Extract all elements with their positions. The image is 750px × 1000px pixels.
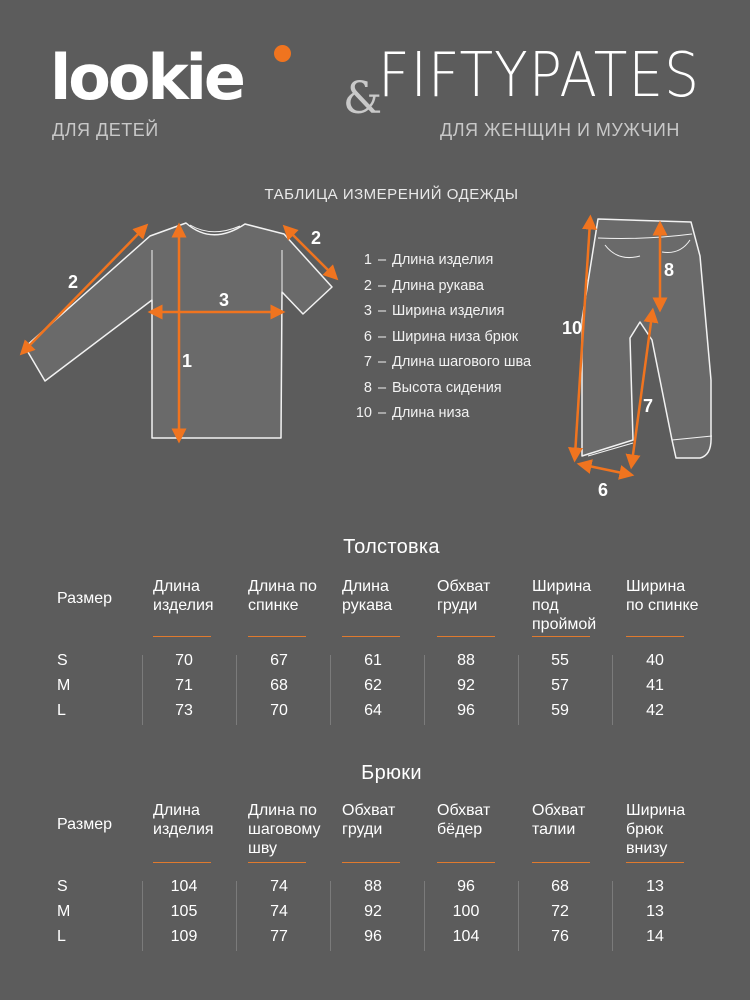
column-separator: [236, 655, 237, 725]
shirt-marker-2-left: 2: [68, 272, 79, 292]
column-header-line: груди: [342, 821, 383, 838]
column-header-line: Длина: [153, 578, 200, 595]
brand-subtitle-adults: ДЛЯ ЖЕНЩИН И МУЖЧИН: [440, 120, 680, 140]
table-cell: 64: [364, 702, 382, 719]
table-cell: 71: [175, 677, 193, 694]
legend-number: 6: [363, 328, 372, 345]
column-header-line: бёдер: [437, 821, 483, 838]
column-header: [532, 577, 632, 634]
legend-number: 3: [363, 303, 372, 319]
column-underline: [626, 862, 684, 863]
table-cell: 105: [170, 903, 198, 920]
arrow-inseam: [632, 315, 652, 462]
table-cell: 70: [270, 702, 288, 719]
legend-label: Длина изделия: [392, 252, 494, 268]
size-column-header: Размер: [57, 590, 112, 607]
column-header-line: Обхват: [437, 802, 491, 819]
column-separator: [142, 881, 143, 951]
pants-marker-8: 8: [664, 260, 675, 280]
row-size-label: L: [57, 928, 66, 945]
column-underline: [437, 862, 495, 863]
table-cell: 68: [270, 677, 288, 694]
legend-number: 2: [363, 277, 372, 294]
table-cell: 92: [457, 677, 475, 694]
table-cell: 76: [551, 928, 569, 945]
column-header-line: брюк: [626, 821, 664, 838]
legend-dash: –: [377, 328, 387, 345]
table-cell: 72: [551, 903, 569, 920]
legend-item: [350, 329, 600, 355]
legend-label: Длина низа: [392, 405, 470, 421]
table-title: Брюки: [361, 762, 422, 784]
row-size-label: S: [57, 878, 68, 895]
table-cell: 70: [175, 652, 193, 669]
column-separator: [612, 881, 613, 951]
column-header-line: Обхват: [342, 802, 396, 819]
logo-dot-icon: [274, 45, 291, 62]
column-separator: [330, 655, 331, 725]
table-cell: 88: [457, 652, 475, 669]
table-cell: 77: [270, 928, 288, 945]
table-title: Толстовка: [343, 536, 440, 558]
legend-label: Ширина низа брюк: [392, 328, 519, 345]
diagram-title: ТАБЛИЦА ИЗМЕРЕНИЙ ОДЕЖДЫ: [264, 186, 519, 203]
row-size-label: M: [57, 903, 71, 920]
column-header-line: Длина: [342, 578, 389, 595]
column-header-line: изделия: [153, 821, 214, 838]
legend-dash: –: [377, 277, 387, 294]
column-header-line: Обхват: [437, 578, 491, 595]
column-header-line: Длина: [153, 802, 200, 819]
column-header: [626, 801, 726, 858]
column-header-line: шаговому: [248, 821, 321, 838]
table-cell: 55: [551, 652, 569, 669]
table-cell: 96: [364, 928, 382, 945]
column-underline: [248, 636, 306, 637]
column-header-line: проймой: [532, 616, 597, 633]
brand-subtitle-kids: ДЛЯ ДЕТЕЙ: [52, 120, 159, 140]
legend-number: 8: [363, 379, 372, 396]
shirt-marker-1: 1: [182, 351, 193, 371]
table-cell: 96: [457, 878, 475, 895]
table-cell: 67: [270, 652, 288, 669]
column-header-line: изделия: [153, 597, 214, 614]
column-header: [626, 577, 726, 615]
column-separator: [142, 655, 143, 725]
column-header-line: талии: [532, 821, 576, 838]
column-header-line: Длина по: [248, 578, 317, 595]
column-header: [437, 801, 537, 839]
table-cell: 68: [551, 878, 569, 895]
legend-dash: –: [377, 303, 387, 319]
table-cell: 73: [175, 702, 193, 719]
column-header: [532, 801, 632, 839]
column-header: [248, 801, 348, 858]
legend-item: [350, 405, 600, 431]
legend-label: Длина шагового шва: [392, 354, 532, 370]
column-header: [153, 801, 253, 839]
pants-marker-10: 10: [562, 318, 583, 338]
column-underline: [342, 636, 400, 637]
legend-number: 7: [363, 354, 372, 370]
legend-dash: –: [377, 252, 387, 268]
table-cell: 13: [646, 903, 664, 920]
row-size-label: M: [57, 677, 71, 694]
table-cell: 59: [551, 702, 569, 719]
size-column-header: Размер: [57, 816, 112, 833]
table-cell: 42: [646, 702, 664, 719]
column-separator: [330, 881, 331, 951]
column-header-line: рукава: [342, 597, 393, 614]
column-header-line: Ширина: [626, 578, 686, 595]
table-cell: 104: [452, 928, 480, 945]
column-header-line: груди: [437, 597, 478, 614]
legend-item: [350, 354, 600, 380]
column-separator: [518, 655, 519, 725]
table-cell: 13: [646, 878, 664, 895]
table-cell: 61: [364, 652, 382, 669]
legend-item: [350, 303, 600, 329]
legend-number: 1: [363, 252, 372, 268]
table-cell: 40: [646, 652, 664, 669]
table-cell: 41: [646, 677, 664, 694]
column-underline: [153, 862, 211, 863]
arrow-hem: [584, 465, 627, 474]
table-cell: 96: [457, 702, 475, 719]
column-header-line: шву: [248, 840, 277, 857]
legend-item: [350, 278, 600, 304]
column-header: [342, 577, 442, 615]
table-cell: 104: [170, 878, 198, 895]
brand-logo-fiftypates: FIFTYPATES: [378, 38, 700, 111]
legend-item: [350, 252, 600, 278]
column-underline: [342, 862, 400, 863]
brand-logo-lookie: lookie: [50, 41, 243, 114]
column-underline: [153, 636, 211, 637]
column-header: [342, 801, 442, 839]
table-cell: 92: [364, 903, 382, 920]
table-cell: 14: [646, 928, 664, 945]
column-separator: [518, 881, 519, 951]
column-separator: [424, 655, 425, 725]
column-header: [248, 577, 348, 615]
column-underline: [626, 636, 684, 637]
pants-marker-6: 6: [598, 480, 609, 500]
shirt-marker-2-right: 2: [311, 228, 322, 248]
shirt-marker-3: 3: [219, 290, 230, 310]
pants-diagram: [582, 219, 712, 458]
table-cell: 109: [170, 928, 198, 945]
row-size-label: L: [57, 702, 66, 719]
ampersand: &: [343, 73, 383, 124]
column-header-line: Ширина: [532, 578, 592, 595]
table-cell: 57: [551, 677, 569, 694]
table-cell: 88: [364, 878, 382, 895]
table-cell: 74: [270, 878, 288, 895]
column-underline: [532, 862, 590, 863]
legend-dash: –: [377, 354, 387, 370]
legend-dash: –: [377, 405, 387, 421]
column-separator: [236, 881, 237, 951]
table-cell: 74: [270, 903, 288, 920]
table-cell: 62: [364, 677, 382, 694]
column-header-line: Длина по: [248, 802, 317, 819]
column-underline: [437, 636, 495, 637]
legend-label: Длина рукава: [392, 277, 484, 294]
column-header-line: внизу: [626, 840, 668, 857]
legend-number: 10: [355, 405, 372, 421]
table-cell: 100: [452, 903, 480, 920]
column-header-line: спинке: [248, 597, 299, 614]
measurement-legend: [350, 252, 600, 431]
legend-item: [350, 380, 600, 406]
column-underline: [248, 862, 306, 863]
column-underline: [532, 636, 590, 637]
column-header-line: Ширина: [626, 802, 686, 819]
column-separator: [424, 881, 425, 951]
legend-label: Высота сидения: [392, 379, 502, 396]
column-header: [437, 577, 537, 615]
column-header-line: по спинке: [626, 597, 699, 614]
legend-label: Ширина изделия: [392, 303, 505, 319]
column-header: [153, 577, 253, 615]
column-header-line: под: [532, 597, 559, 614]
pants-marker-7: 7: [643, 396, 654, 416]
column-header-line: Обхват: [532, 802, 586, 819]
column-separator: [612, 655, 613, 725]
row-size-label: S: [57, 652, 68, 669]
legend-dash: –: [377, 379, 387, 396]
